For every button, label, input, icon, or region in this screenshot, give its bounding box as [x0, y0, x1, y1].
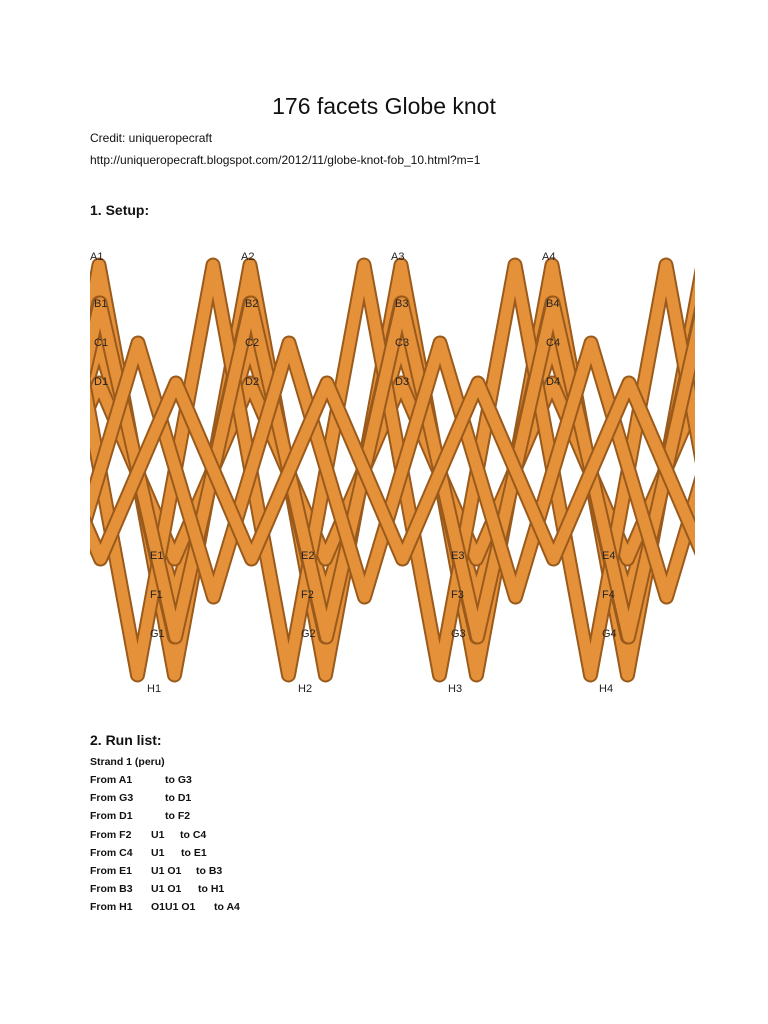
- bottom-point-label: F1: [150, 589, 163, 601]
- knot-diagram: [90, 245, 695, 700]
- run-crossings: U1 O1: [151, 864, 182, 877]
- run-list-heading: 2. Run list:: [90, 732, 162, 748]
- run-to: to H1: [198, 883, 225, 896]
- bottom-point-label: G4: [602, 628, 617, 640]
- run-to: to E1: [181, 846, 207, 859]
- top-point-label: A2: [241, 251, 255, 263]
- bottom-point-label: G2: [301, 628, 316, 640]
- run-to: to D1: [165, 792, 192, 805]
- bottom-point-label: H1: [147, 683, 162, 695]
- run-to: to C4: [180, 828, 207, 841]
- top-point-label: B3: [395, 298, 409, 310]
- run-to: to G3: [165, 774, 192, 786]
- top-point-label: D1: [94, 376, 109, 388]
- top-point-label: C2: [245, 337, 260, 349]
- setup-heading: 1. Setup:: [90, 202, 150, 218]
- run-crossings: O1U1 O1: [151, 901, 196, 914]
- top-point-label: D2: [245, 376, 260, 388]
- source-url[interactable]: http://uniqueropecraft.blogspot.com/2012/11/globe-knot-fob_10.html?m=1: [90, 153, 481, 167]
- top-point-label: B4: [546, 298, 560, 310]
- top-point-label: B2: [245, 298, 259, 310]
- top-point-label: A1: [90, 251, 104, 263]
- bottom-point-label: E1: [150, 550, 164, 562]
- top-point-label: D4: [546, 376, 561, 388]
- run-to: to A4: [214, 901, 240, 914]
- top-point-label: C4: [546, 337, 561, 349]
- bottom-point-label: G1: [150, 628, 165, 640]
- bottom-point-label: F2: [301, 589, 314, 601]
- run-from: From H1: [90, 901, 133, 914]
- rope-strands: [90, 245, 695, 675]
- run-from: From B3: [90, 883, 133, 896]
- run-to: to B3: [196, 864, 223, 877]
- bottom-point-label: E2: [301, 550, 315, 562]
- run-from: From D1: [90, 810, 133, 823]
- bottom-point-label: H4: [599, 683, 614, 695]
- bottom-point-label: F4: [602, 589, 615, 601]
- bottom-point-label: H3: [448, 683, 463, 695]
- top-point-label: A3: [391, 251, 405, 263]
- bottom-point-label: F3: [451, 589, 464, 601]
- run-from: From A1: [90, 774, 133, 786]
- page-title: 176 facets Globe knot: [272, 93, 496, 119]
- bottom-point-label: H2: [298, 683, 313, 695]
- top-point-label: D3: [395, 376, 410, 388]
- run-from: From F2: [90, 828, 132, 841]
- top-point-label: C3: [395, 337, 410, 349]
- run-crossings: U1: [151, 846, 165, 859]
- run-crossings: U1: [151, 828, 165, 841]
- top-point-label: A4: [542, 251, 556, 263]
- strand-title: Strand 1 (peru): [90, 756, 165, 768]
- bottom-point-label: E3: [451, 550, 465, 562]
- run-from: From G3: [90, 792, 134, 805]
- bottom-point-label: E4: [602, 550, 616, 562]
- run-from: From E1: [90, 864, 133, 877]
- top-point-label: C1: [94, 337, 109, 349]
- credit-line: Credit: uniqueropecraft: [90, 131, 213, 145]
- run-to: to F2: [165, 810, 191, 823]
- bottom-point-label: G3: [451, 628, 466, 640]
- run-from: From C4: [90, 846, 133, 859]
- run-crossings: U1 O1: [151, 883, 182, 896]
- top-point-label: B1: [94, 298, 108, 310]
